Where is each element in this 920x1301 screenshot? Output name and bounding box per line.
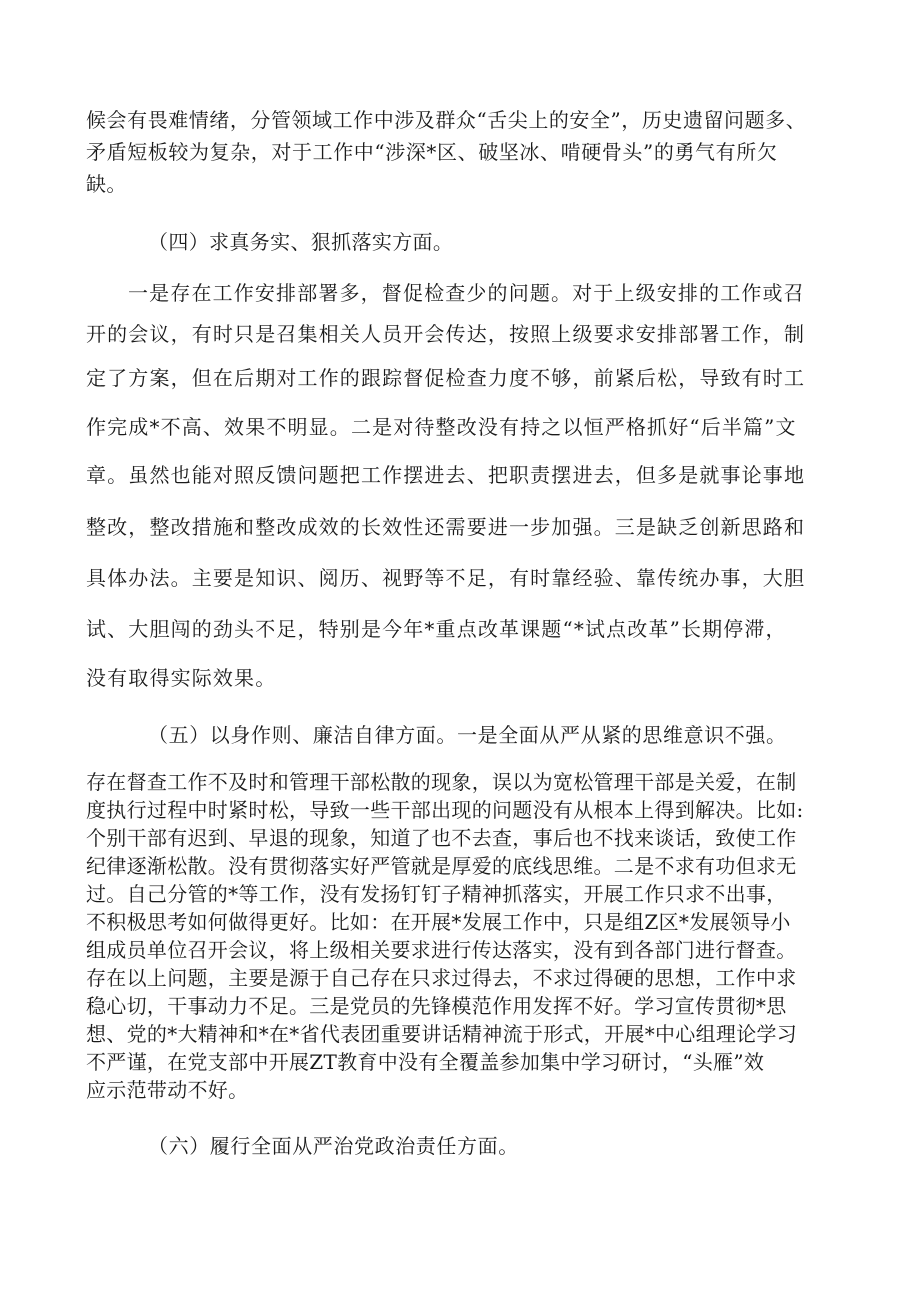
paragraph-line: 度执行过程中时紧时松，导致一些干部出现的问题没有从根本上得到解决。比如: — [86, 798, 804, 822]
paragraph-line: 作完成*不高、效果不明显。二是对待整改没有持之以恒严格抓好“后半篇”文 — [86, 415, 797, 439]
paragraph-line: 一是存在工作安排部署多，督促检查少的问题。对于上级安排的工作或召 — [128, 281, 805, 305]
paragraph-line: 纪律逐渐松散。没有贯彻落实好严管就是厚爱的底线思维。二是不求有功但求无 — [86, 854, 797, 878]
paragraph-line: 应示范带动不好。 — [86, 1078, 249, 1102]
paragraph-line: 试、大胆闯的劲头不足，特别是今年*重点改革课题“*试点改革”长期停滞， — [86, 617, 787, 641]
paragraph-line: 缺。 — [86, 172, 127, 196]
paragraph-line: 章。虽然也能对照反馈问题把工作摆进去、把职责摆进去，但多是就事论事地 — [86, 463, 806, 487]
paragraph-line: 没有取得实际效果。 — [86, 666, 277, 690]
paragraph-line: 个别干部有迟到、早退的现象，知道了也不去查，事后也不找来谈话，致使工作 — [86, 826, 797, 850]
section-heading-5: （五）以身作则、廉洁自律方面。一是全面从严从紧的思维意识不强。 — [148, 723, 787, 747]
paragraph-line: 开的会议，有时只是召集相关人员开会传达，按照上级要求安排部署工作，制 — [86, 322, 806, 346]
paragraph-line: 存在以上问题，主要是源于自己存在只求过得去，不求过得硬的思想，工作中求 — [86, 966, 797, 990]
paragraph-line: 矛盾短板较为复杂，对于工作中“涉深*区、破坚冰、啃硬骨头”的勇气有所欠 — [86, 140, 778, 164]
paragraph-line: 组成员单位召开会议，将上级相关要求进行传达落实，没有到各部门进行督查。 — [86, 938, 797, 962]
paragraph-line: 稳心切，干事动力不足。三是党员的先锋模范作用发挥不好。学习宣传贯彻*思 — [86, 994, 787, 1018]
section-heading-4: （四）求真务实、狠抓落实方面。 — [148, 230, 454, 254]
paragraph-line: 过。自己分管的*等工作，没有发扬钉钉子精神抓落实，开展工作只求不出事， — [86, 882, 787, 906]
paragraph-line: 存在督查工作不及时和管理干部松散的现象，误以为宽松管理干部是关爱，在制 — [86, 770, 797, 794]
paragraph-line: 不积极思考如何做得更好。比如：在开展*发展工作中，只是组Z区*发展领导小 — [86, 910, 791, 934]
paragraph-line: 定了方案，但在后期对工作的跟踪督促检查力度不够，前紧后松，导致有时工 — [86, 366, 806, 390]
paragraph-line: 不严谨，在党支部中开展ZT教育中没有全覆盖参加集中学习研讨，“头雁”效 — [86, 1050, 765, 1074]
paragraph-line: 候会有畏难情绪，分管领域工作中涉及群众“舌尖上的安全”，历史遗留问题多、 — [86, 108, 807, 132]
paragraph-line: 具体办法。主要是知识、阅历、视野等不足，有时靠经验、靠传统办事，大胆 — [86, 566, 806, 590]
paragraph-line: 整改，整改措施和整改成效的长效性还需要进一步加强。三是缺乏创新思路和 — [86, 515, 806, 539]
section-heading-6: （六）履行全面从严治党政治责任方面。 — [148, 1134, 519, 1158]
paragraph-line: 想、党的*大精神和*在*省代表团重要讲话精神流于形式，开展*中心组理论学习 — [86, 1022, 798, 1046]
